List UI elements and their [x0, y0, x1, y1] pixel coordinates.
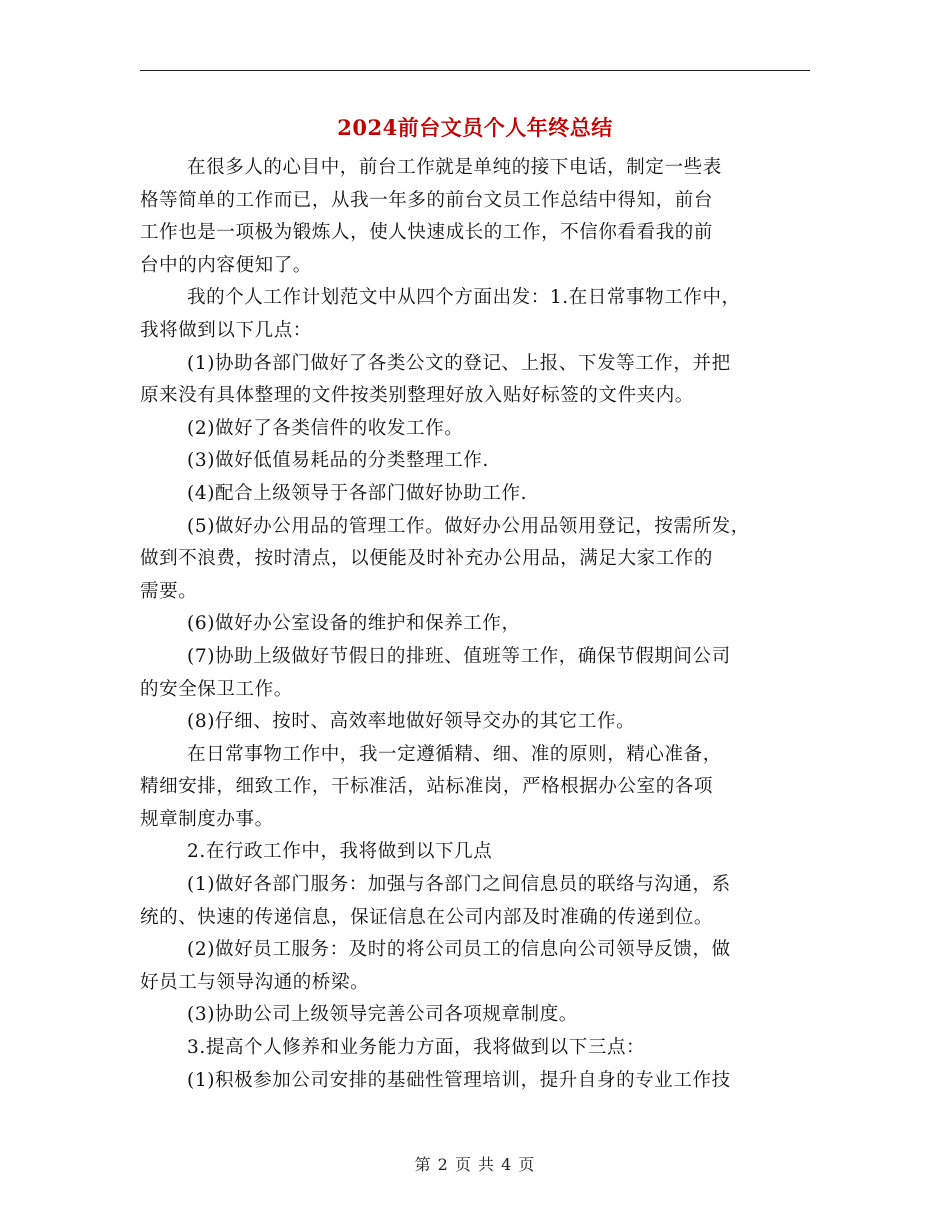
paragraph-line: 的安全保卫工作。: [140, 678, 293, 700]
paragraph-line: (1)协助各部门做好了各类公文的登记、上报、下发等工作，并把: [187, 352, 731, 374]
paragraph-line: (4)配合上级领导于各部门做好协助工作.: [187, 482, 528, 504]
paragraph-line: 在日常事物工作中，我一定遵循精、细、准的原则，精心准备，: [187, 743, 722, 765]
paragraph-line: 格等简单的工作而已，从我一年多的前台文员工作总结中得知，前台: [140, 189, 714, 211]
paragraph-line: 精细安排，细致工作，干标准活，站标准岗，严格根据办公室的各项: [140, 776, 714, 798]
paragraph-line: (2)做好了各类信件的收发工作。: [187, 417, 464, 439]
paragraph-line: (3)协助公司上级领导完善公司各项规章制度。: [187, 1004, 578, 1026]
paragraph-line: 我将做到以下几点：: [140, 319, 312, 341]
paragraph-line: 统的、快速的传递信息，保证信息在公司内部及时准确的传递到位。: [140, 906, 714, 928]
paragraph-line: 需要。: [140, 580, 198, 602]
paragraph-line: (5)做好办公用品的管理工作。做好办公用品领用登记，按需所发，: [187, 515, 750, 537]
paragraph-line: 在很多人的心目中，前台工作就是单纯的接下电话，制定一些表: [187, 157, 722, 178]
paragraph-line: 3.提高个人修养和业务能力方面，我将做到以下三点：: [187, 1037, 646, 1059]
paragraph-line: (1)积极参加公司安排的基础性管理培训，提升自身的专业工作技: [187, 1069, 731, 1091]
document-body: [140, 152, 810, 1097]
paragraph-line: 做到不浪费，按时清点，以便能及时补充办公用品，满足大家工作的: [140, 548, 714, 570]
paragraph-line: 好员工与领导沟通的桥梁。: [140, 971, 370, 993]
page-number-footer: 第 2 页 共 4 页: [414, 1155, 536, 1174]
paragraph-line: 规章制度办事。: [140, 808, 274, 830]
paragraph-line: 我的个人工作计划范文中从四个方面出发：1.在日常事物工作中，: [187, 287, 741, 309]
paragraph-line: (2)做好员工服务：及时的将公司员工的信息向公司领导反馈，做: [187, 939, 731, 961]
paragraph-line: (8)仔细、按时、高效率地做好领导交办的其它工作。: [187, 711, 636, 733]
header-rule: [140, 70, 810, 71]
paragraph-line: 原来没有具体整理的文件按类别整理好放入贴好标签的文件夹内。: [140, 385, 694, 407]
paragraph-line: (1)做好各部门服务：加强与各部门之间信息员的联络与沟通，系: [187, 874, 731, 896]
paragraph-line: (6)做好办公室设备的维护和保养工作，: [187, 613, 521, 635]
paragraph-line: (7)协助上级做好节假日的排班、值班等工作，确保节假期间公司: [187, 645, 731, 667]
paragraph-line: 2.在行政工作中，我将做到以下几点: [187, 841, 493, 863]
paragraph-line: 工作也是一项极为锻炼人，使人快速成长的工作，不信你看看我的前: [140, 222, 714, 244]
document-title: 2024前台文员个人年终总结: [337, 115, 613, 140]
paragraph-line: (3)做好低值易耗品的分类整理工作.: [187, 450, 489, 472]
paragraph-line: 台中的内容便知了。: [140, 254, 312, 276]
